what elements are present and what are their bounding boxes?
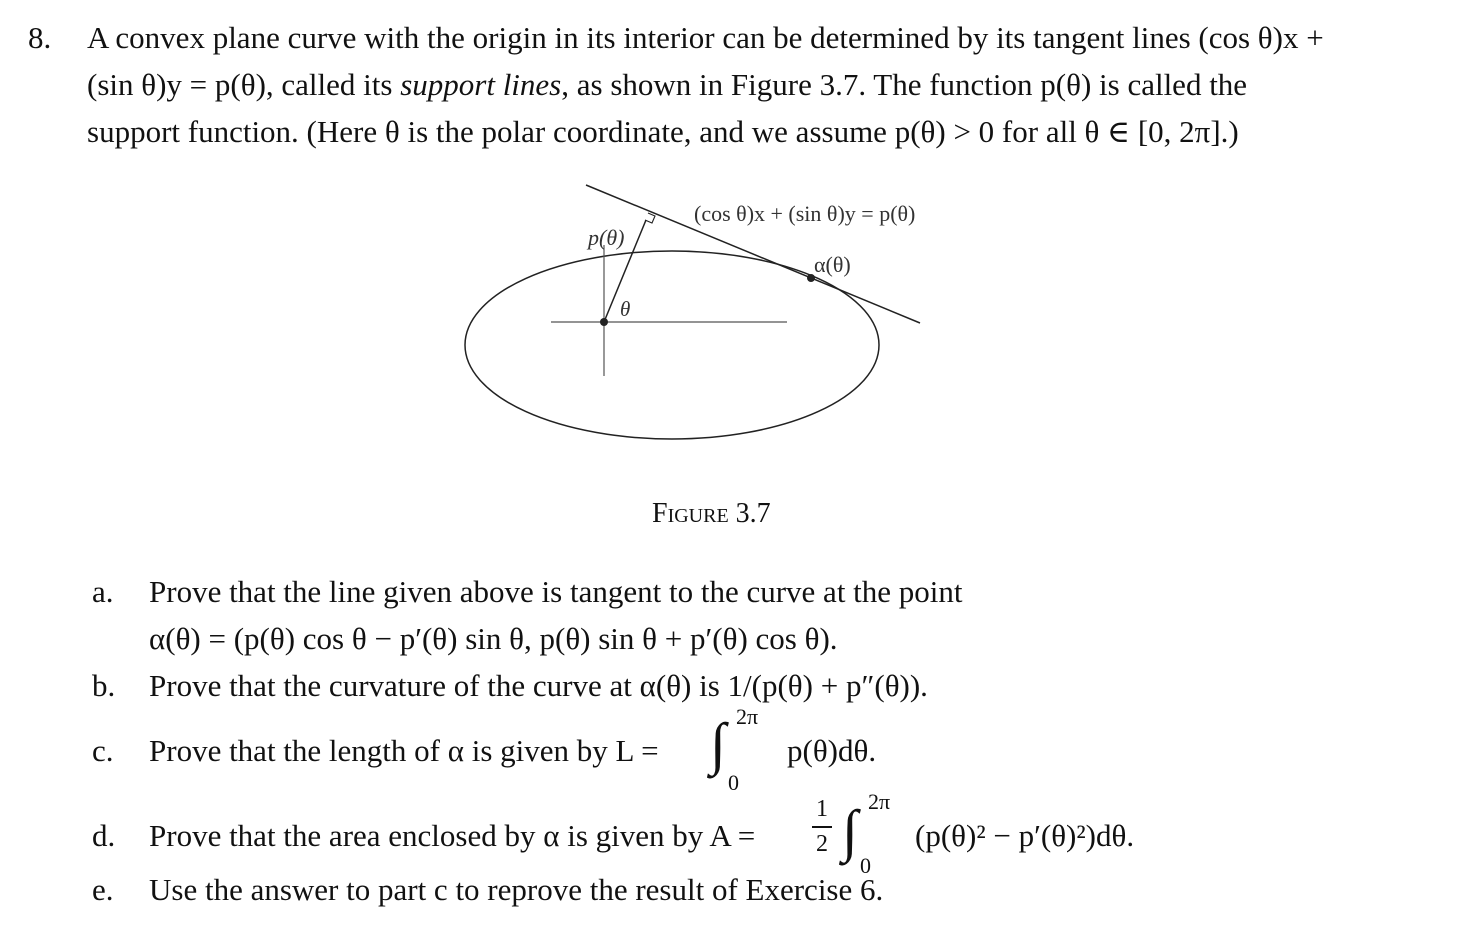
problem-line-2-start: (sin θ)y = p(θ), called its [87, 67, 401, 102]
part-a-line-2: α(θ) = (p(θ) cos θ − p′(θ) sin θ, p(θ) sin θ + p′(θ) cos θ). [149, 621, 838, 656]
label-theta: θ [620, 297, 631, 321]
part-d-text: Prove that the area enclosed by α is given by A = [149, 818, 756, 853]
part-e-label: e. [92, 872, 114, 907]
integral-sign-c: ∫ [710, 711, 726, 776]
integral-sign-d: ∫ [842, 798, 858, 863]
fraction-numerator: 1 [816, 796, 828, 822]
part-c-text: Prove that the length of α is given by L = [149, 733, 659, 768]
problem-line-3: support function. (Here θ is the polar coordinate, and we assume p(θ) > 0 for all θ ∈ [0, 2π].) [87, 114, 1239, 149]
origin-point [600, 318, 608, 326]
label-p-theta: p(θ) [588, 225, 625, 250]
integral-c-lower: 0 [728, 770, 739, 795]
convex-curve [465, 251, 879, 439]
part-c-label: c. [92, 733, 114, 768]
part-d-label: d. [92, 818, 116, 853]
fraction-denominator: 2 [816, 831, 828, 857]
part-b-label: b. [92, 668, 116, 703]
right-angle-marker [645, 213, 655, 223]
problem-number: 8. [28, 20, 52, 55]
integral-d-upper: 2π [868, 789, 891, 814]
part-e-text: Use the answer to part c to reprove the result of Exercise 6. [149, 872, 884, 907]
part-b-text: Prove that the curvature of the curve at α(θ) is 1/(p(θ) + p″(θ)). [149, 668, 928, 703]
part-a-line-1: Prove that the line given above is tangent to the curve at the point [149, 574, 963, 609]
problem-line-2-end: , as shown in Figure 3.7. The function p(θ) is called the [561, 67, 1248, 102]
figure-caption: Figure 3.7 [652, 498, 771, 529]
integral-d-lower: 0 [860, 853, 871, 878]
fraction-bar [812, 826, 832, 828]
integral-c-upper: 2π [736, 704, 759, 729]
support-lines-term: support lines [400, 67, 562, 102]
label-support-line-equation: (cos θ)x + (sin θ)y = p(θ) [694, 201, 916, 226]
part-a-label: a. [92, 574, 114, 609]
problem-line-1: A convex plane curve with the origin in its interior can be determined by its tangent lines (cos θ)x + [87, 20, 1324, 55]
part-d-integrand: (p(θ)² − p′(θ)²)dθ. [915, 818, 1135, 853]
label-alpha-theta: α(θ) [814, 252, 851, 277]
part-c-integrand: p(θ)dθ. [787, 733, 877, 768]
